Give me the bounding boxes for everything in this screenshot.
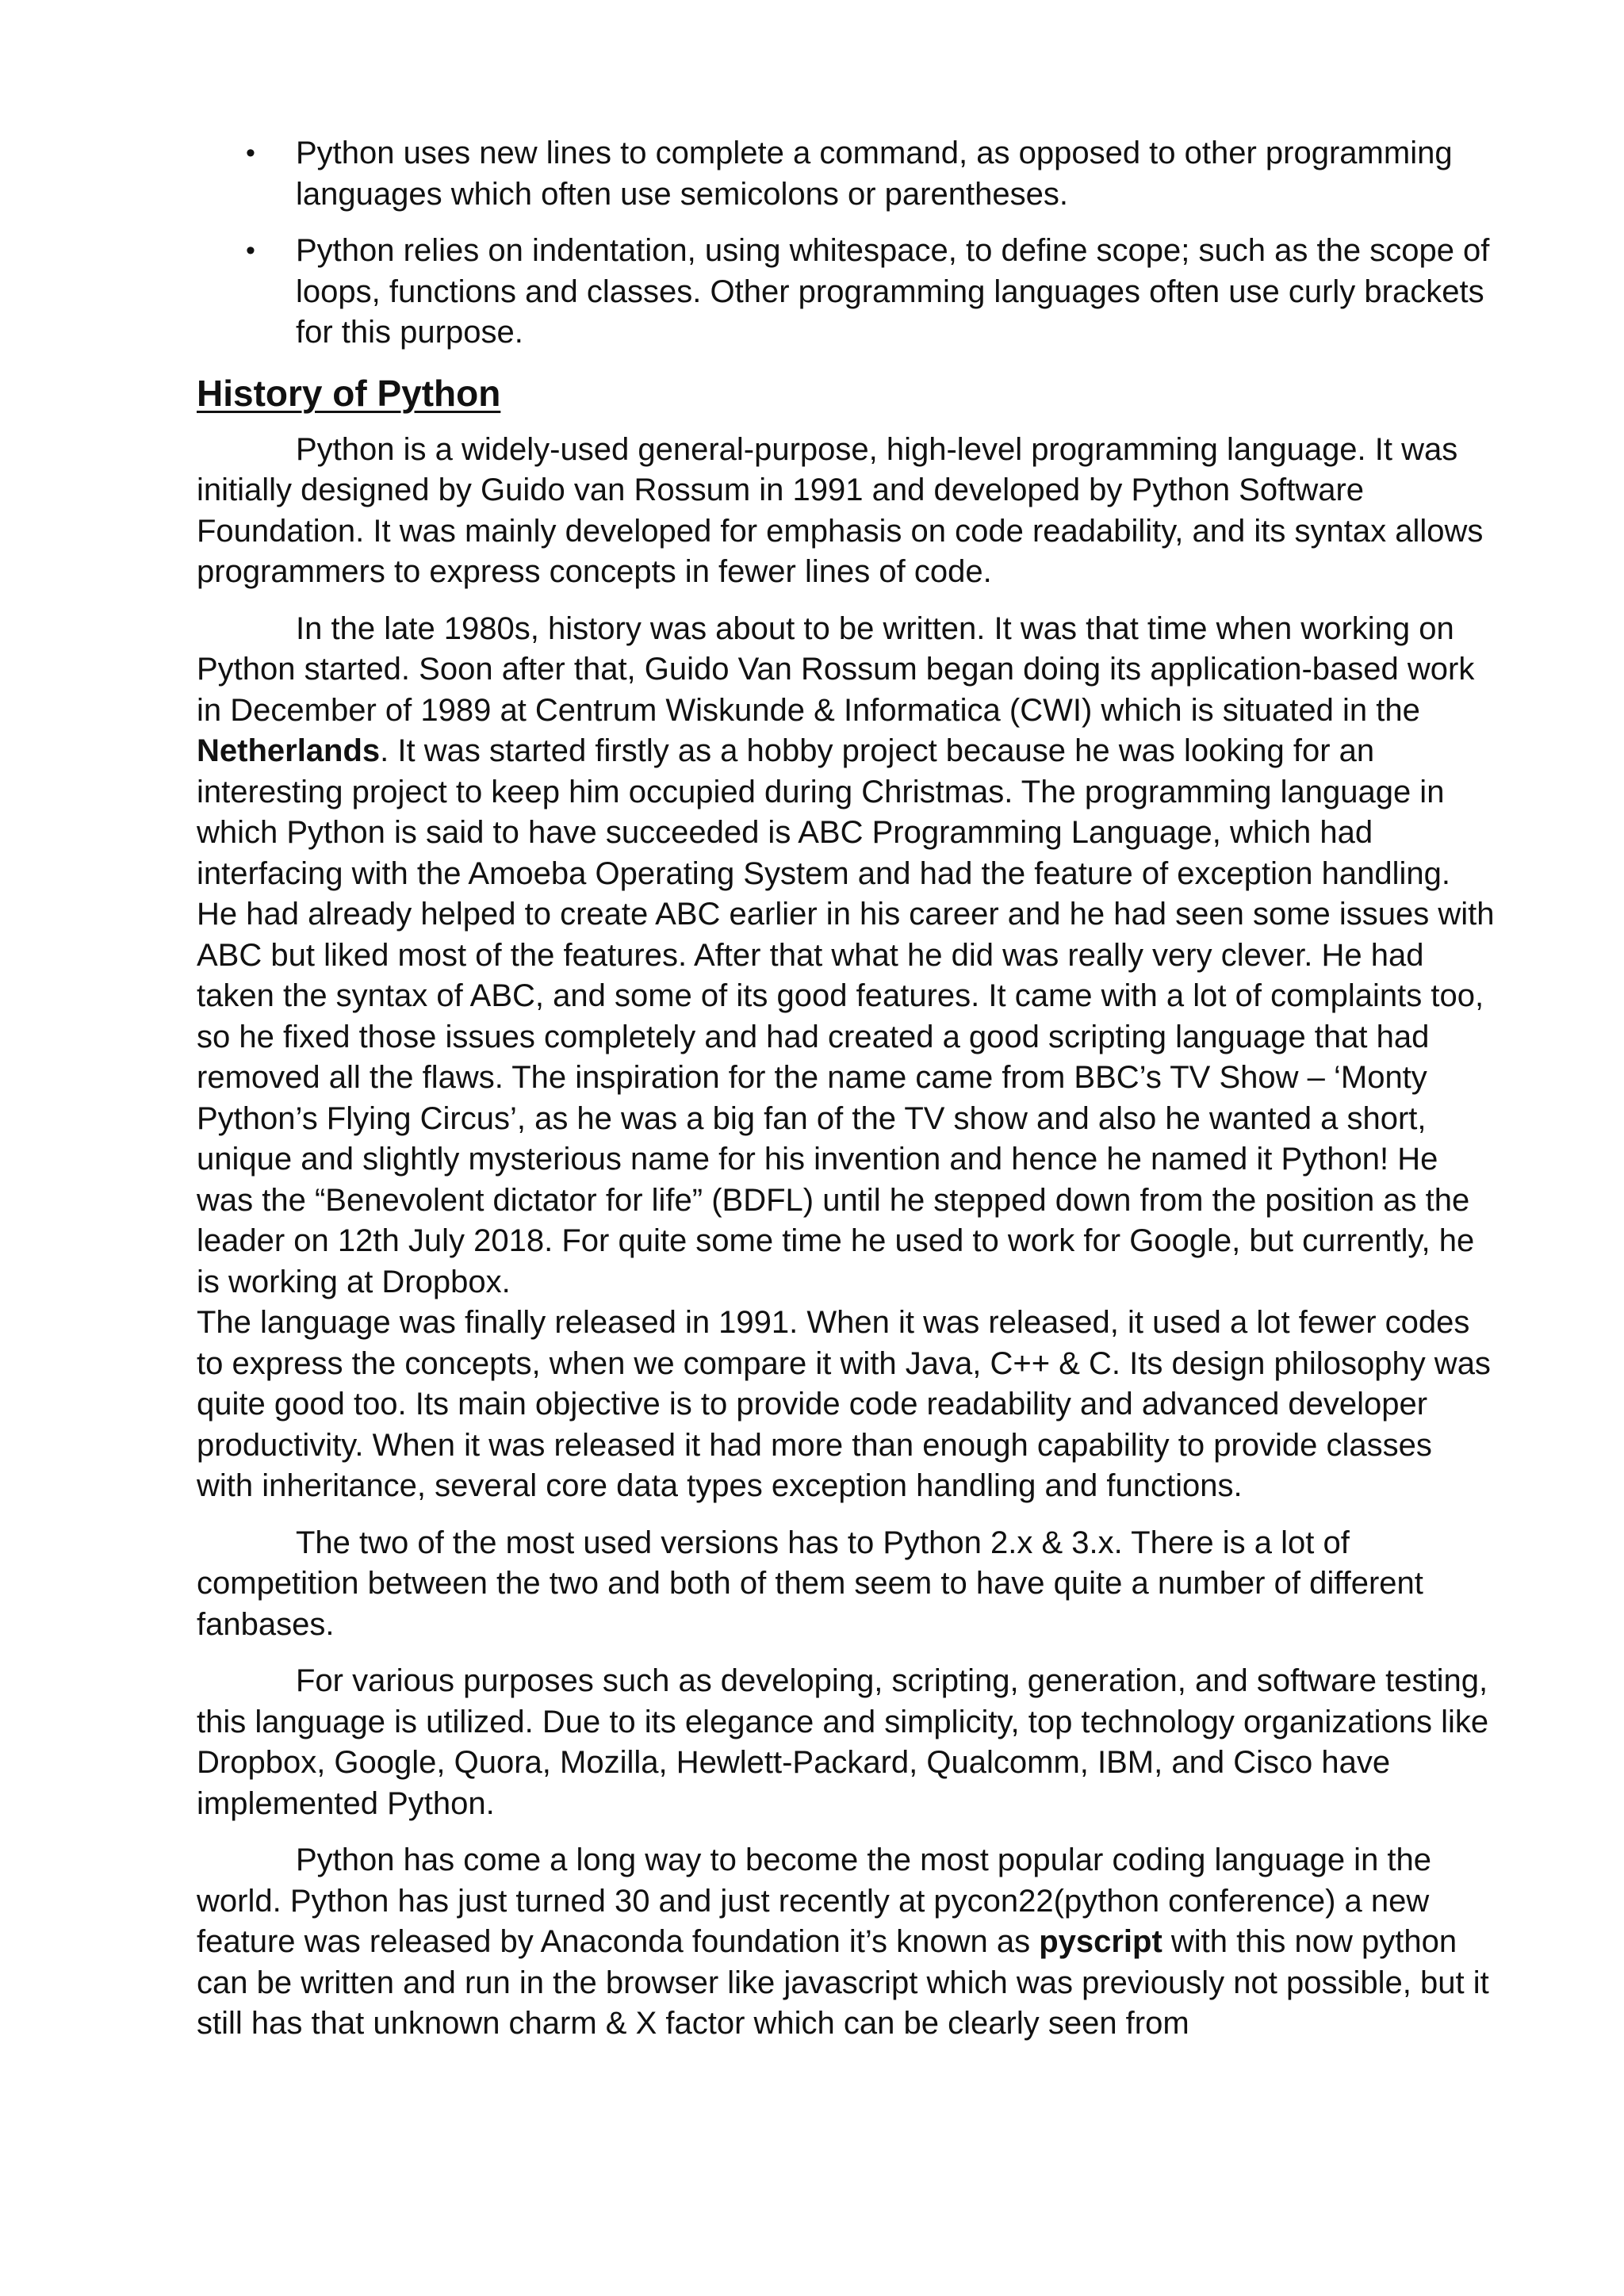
paragraph-usage — [197, 1661, 1497, 1824]
paragraph-text: In the late 1980s, history was about to be written. It was that time when working on Python started. Soon after that, Guido Van Rossum began doing its application-based work in December of 1989 at Centrum Wiskunde & Informatica (CWI) which is situated in the — [197, 610, 1475, 728]
bold-term-netherlands: Netherlands — [197, 733, 381, 768]
list-item — [197, 133, 1497, 215]
list-item — [197, 231, 1497, 354]
paragraph-text: Python is a widely-used general-purpose, high-level programming language. It was initially designed by Guido van Rossum in 1991 and developed by Python Software Foundation. It was mainly developed for emphasis on code readability, and its syntax allows programmers to express concepts in fewer lines of code. — [197, 431, 1484, 589]
document-page — [197, 133, 1497, 2045]
paragraph-origins — [197, 609, 1497, 1303]
paragraph-release — [197, 1303, 1497, 1507]
paragraph-popularity — [197, 1840, 1497, 2045]
paragraph-intro — [197, 430, 1497, 593]
section-heading: History of Python — [197, 372, 501, 414]
paragraph-text: The two of the most used versions has to Python 2.x & 3.x. There is a lot of competition between the two and both of them seem to have quite a number of different fanbases. — [197, 1525, 1423, 1642]
bullet-text: Python uses new lines to complete a command, as opposed to other programming languages which often use semicolons or parentheses. — [296, 136, 1453, 212]
bold-term-pyscript: pyscript — [1039, 1924, 1162, 1959]
paragraph-text: Python has come a long way to become the most popular coding language in the world. Python has just turned 30 and just recently at pycon22(python conference) a new feature was released by Anaconda foundation it’s known as — [197, 1843, 1432, 1959]
paragraph-text: For various purposes such as developing, scripting, generation, and software testing, this language is utilized. Due to its elegance and simplicity, top technology organizations like Dropbox, Google, Quora, Mozilla, Hewlett-Packard, Qualcomm, IBM, and Cisco have implemented Python. — [197, 1663, 1489, 1821]
bullet-list — [197, 133, 1497, 354]
bullet-icon: • — [246, 138, 255, 168]
paragraph-text: The language was finally released in 1991. When it was released, it used a lot fewer codes to express the concepts, when we compare it with Java, C++ & C. Its design philosophy was quite good too. Its main objective is to provide code readability and advanced developer productivity. When it was released it had more than enough capability to provide classes with inheritance, several core data types exception handling and functions. — [197, 1305, 1491, 1503]
paragraph-text: with this now python can be written and run in the browser like javascript which was previously not possible, but it still has that unknown charm & X factor which can be clearly seen from — [197, 1924, 1489, 2041]
bullet-icon: • — [246, 235, 255, 266]
bullet-text: Python relies on indentation, using whitespace, to define scope; such as the scope of loops, functions and classes. Other programming languages often use curly brackets for this purpose. — [296, 233, 1490, 350]
paragraph-text: . It was started firstly as a hobby project because he was looking for an interesting project to keep him occupied during Christmas. The programming language in which Python is said to have succeeded is ABC Programming Language, which had interfacing with the Amoeba Operating System and had the feature of exception handling. He had already helped to create ABC earlier in his career and he had seen some issues with ABC but liked most of the features. After that what he did was really very clever. He had taken the syntax of ABC, and some of its good features. It came with a lot of complaints too, so he fixed those issues completely and had created a good scripting language that had removed all the flaws. The inspiration for the name came from BBC’s TV Show – ‘Monty Python’s Flying Circus’, as he was a big fan of the TV show and also he wanted a short, unique and slightly mysterious name for his invention and hence he named it Python! He was the “Benevolent dictator for life” (BDFL) until he stepped down from the position as the leader on 12th July 2018. For quite some time he used to work for Google, but currently, he is working at Dropbox. — [197, 733, 1495, 1299]
paragraph-versions — [197, 1523, 1497, 1646]
